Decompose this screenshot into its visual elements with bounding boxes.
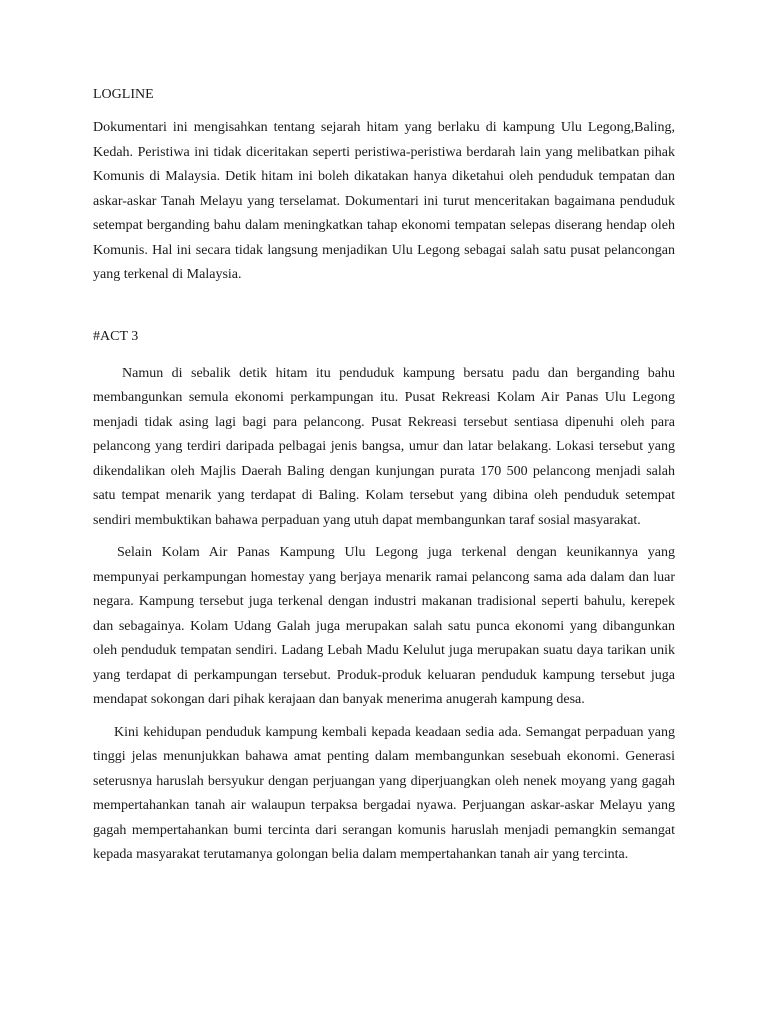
act-3-paragraph-2: Selain Kolam Air Panas Kampung Ulu Legong juga terkenal dengan keunikannya yang mempunyai perkampungan homestay yang berjaya menarik ramai pelancong sama ada dalam dan luar negara. Kampung tersebut juga terkenal dengan industri makanan tradisional seperti bahulu, kerepek dan sebagainya. Kolam Udang Galah juga merupakan salah satu punca ekonomi yang dibangunkan oleh penduduk tempatan sendiri. Ladang Lebah Madu Kelulut juga merupakan suatu daya tarikan unik yang terdapat di perkampungan tersebut. Produk-produk keluaran penduduk kampung tersebut juga mendapat sokongan dari pihak kerajaan dan banyak menerima anugerah kampung desa. xyxy=(93,545,675,707)
logline-paragraph: Dokumentari ini mengisahkan tentang sejarah hitam yang berlaku di kampung Ulu Legong,Baling, Kedah. Peristiwa ini tidak diceritakan seperti peristiwa-peristiwa berdarah lain yang melibatkan pihak Komunis di Malaysia. Detik hitam ini boleh dikatakan hanya diketahui oleh penduduk tempatan dan askar-askar Tanah Melayu yang terselamat. Dokumentari ini turut menceritakan bagaimana penduduk setempat berganding bahu dalam meningkatkan tahap ekonomi tempatan selepas diserang hendap oleh Komunis. Hal ini secara tidak langsung menjadikan Ulu Legong sebagai salah satu pusat pelancongan yang terkenal di Malaysia. xyxy=(93,120,675,282)
act-3-paragraph-1: Namun di sebalik detik hitam itu penduduk kampung bersatu padu dan berganding bahu membangunkan semula ekonomi perkampungan itu. Pusat Rekreasi Kolam Air Panas Ulu Legong menjadi tidak asing lagi bagi para pelancong. Pusat Rekreasi tersebut sentiasa dipenuhi oleh para pelancong yang terdiri daripada pelbagai jenis bangsa, umur dan latar belakang. Lokasi tersebut yang dikendalikan oleh Majlis Daerah Baling dengan kunjungan purata 170 500 pelancong menjadi salah satu tempat menarik yang terdapat di Baling. Kolam tersebut yang dibina oleh penduduk setempat sendiri membuktikan bahawa perpaduan yang utuh dapat membangunkan taraf sosial masyarakat. xyxy=(93,365,675,528)
logline-heading: LOGLINE xyxy=(93,87,154,102)
document-body xyxy=(93,86,675,868)
act-3-paragraph-3: Kini kehidupan penduduk kampung kembali kepada keadaan sedia ada. Semangat perpaduan yang tinggi jelas menunjukkan bahawa amat penting dalam membangunkan sesebuah ekonomi. Generasi seterusnya haruslah bersyukur dengan perjuangan yang diperjuangkan oleh nenek moyang yang gagah mempertahankan tanah air walaupun terpaksa bergadai nyawa. Perjuangan askar-askar Melayu yang gagah mempertahankan bumi tercinta dari serangan komunis haruslah menjadi pemangkin semangat kepada masyarakat terutamanya golongan belia dalam mempertahankan tanah air yang tercinta. xyxy=(93,724,675,862)
act-3-heading: #ACT 3 xyxy=(93,328,139,344)
